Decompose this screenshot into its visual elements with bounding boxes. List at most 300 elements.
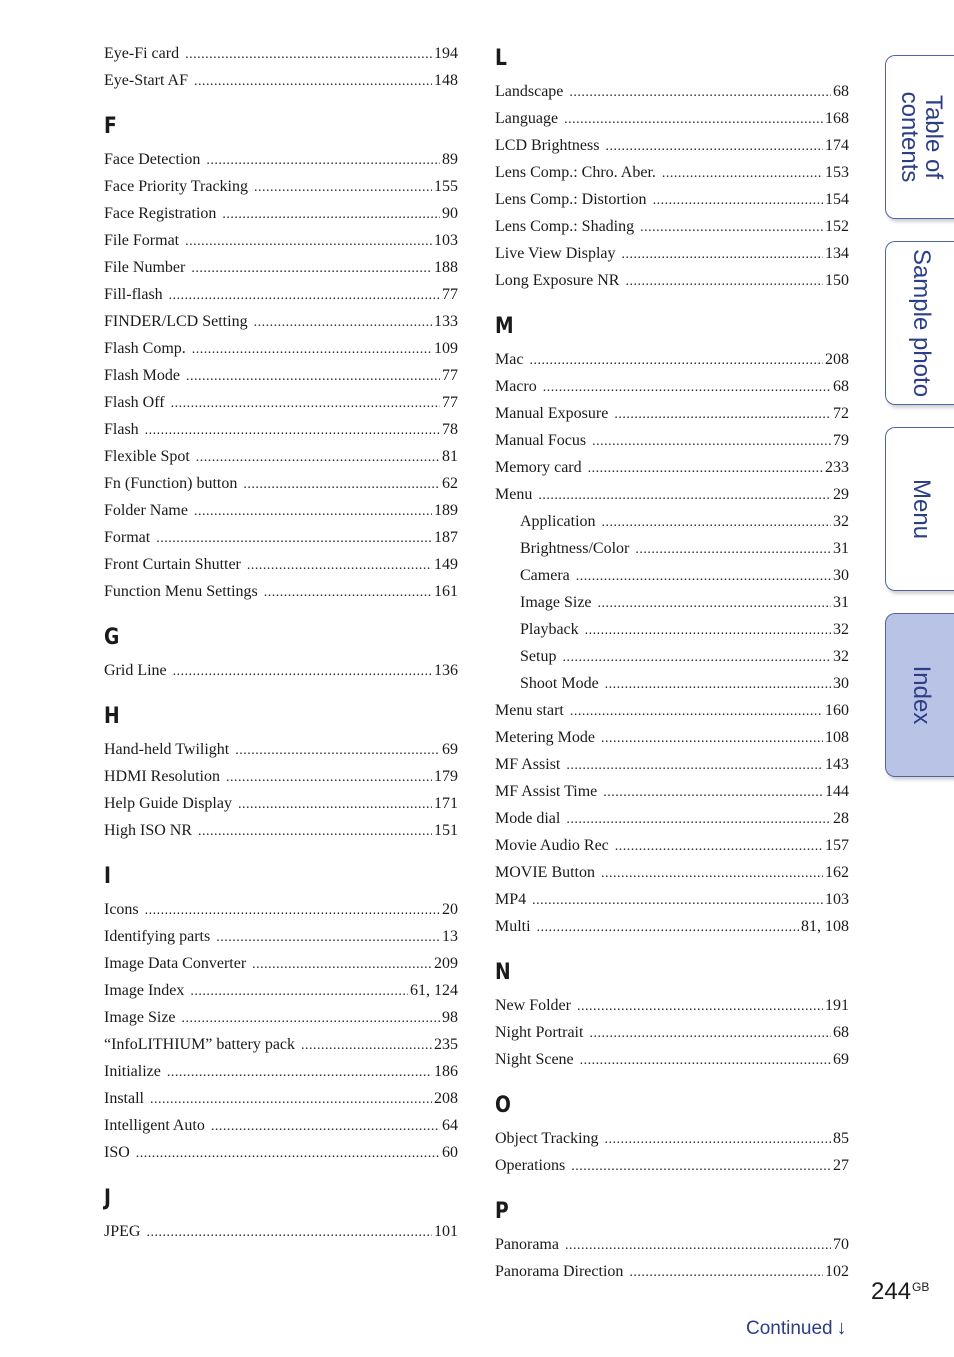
dot-leader [216,924,440,951]
entry-page-link[interactable]: 189 [434,502,458,519]
section-letter: P [495,1199,509,1224]
entry-page-link[interactable]: 191 [825,997,849,1014]
index-entry[interactable] [104,362,458,389]
entry-name: Lens Comp.: Distortion [495,191,647,208]
index-section [104,623,458,684]
dot-leader [264,579,432,606]
dot-leader [602,509,831,536]
dot-leader [173,658,432,685]
entry-name: Fn (Function) button [104,475,238,492]
index-entry[interactable] [495,213,849,240]
index-entry[interactable] [495,240,849,267]
entry-page-link[interactable]: 103 [825,891,849,908]
index-entry[interactable] [104,497,458,524]
tab-index[interactable] [885,613,954,777]
index-entry[interactable] [104,1058,458,1085]
index-entry[interactable] [495,886,849,913]
index-entry[interactable] [104,40,458,67]
index-entry[interactable] [104,1031,458,1058]
index-entry[interactable] [495,132,849,159]
entry-page-link[interactable]: 179 [434,768,458,785]
dot-leader [543,374,831,401]
tab-menu[interactable] [885,427,954,591]
index-entry[interactable] [104,173,458,200]
index-entry[interactable] [495,859,849,886]
entry-name: Format [104,529,151,546]
entry-page-link[interactable]: 77 [442,286,458,303]
dot-leader [145,417,440,444]
entry-page-link[interactable]: 98 [442,1009,458,1026]
dot-leader [592,428,831,455]
dot-leader [192,336,432,363]
tab-label: Menu [907,478,935,540]
index-entry[interactable] [104,281,458,308]
index-entry[interactable] [104,977,458,1004]
entry-name: Folder Name [104,502,188,519]
entry-page-link[interactable]: 32 [833,648,849,665]
entry-name: MP4 [495,891,527,908]
index-entry[interactable] [104,1085,458,1112]
index-entry[interactable] [104,389,458,416]
entry-name: Eye-Start AF [104,72,188,89]
entry-name: LCD Brightness [495,137,600,154]
entry-page-link[interactable]: 79 [833,432,849,449]
entry-name: Install [104,1090,144,1107]
dot-leader [185,41,432,68]
dot-leader [206,147,440,174]
entry-name: Fill-flash [104,286,163,303]
entry-page-link[interactable]: 78 [442,421,458,438]
entry-page-link[interactable]: 171 [434,795,458,812]
tab-label: Sample photo [907,248,935,398]
section-letter: N [495,960,511,985]
entry-name: Image Size [520,594,592,611]
continued-link[interactable] [746,1317,847,1340]
entry-page-link[interactable]: 29 [833,486,849,503]
entry-name: Flash [104,421,139,438]
entry-name: Identifying parts [104,928,211,945]
entry-name: Face Priority Tracking [104,178,248,195]
dot-leader [198,818,432,845]
entry-page-link[interactable]: 168 [825,110,849,127]
dot-leader [211,1113,440,1140]
entry-page-link[interactable]: 187 [434,529,458,546]
entry-name: MF Assist Time [495,783,598,800]
dot-leader [622,241,824,268]
dot-leader [186,363,440,390]
entry-name: Movie Audio Rec [495,837,609,854]
dot-leader [194,498,432,525]
dot-leader [301,1032,432,1059]
index-entry[interactable] [104,227,458,254]
entry-name: Lens Comp.: Chro. Aber. [495,164,656,181]
dot-leader [169,282,440,309]
entry-name: FINDER/LCD Setting [104,313,248,330]
dot-leader [254,174,432,201]
continued-label: Continued [746,1317,833,1339]
entry-name: Object Tracking [495,1130,599,1147]
index-entry[interactable] [495,159,849,186]
entry-name: HDMI Resolution [104,768,220,785]
entry-name: Help Guide Display [104,795,232,812]
entry-name: File Number [104,259,186,276]
entry-page-link[interactable]: 68 [833,378,849,395]
entry-page-link[interactable]: 161 [434,583,458,600]
entry-name: Flash Off [104,394,165,411]
index-entry[interactable] [495,1019,849,1046]
dot-leader [580,1047,831,1074]
index-section [495,958,849,1073]
entry-page-link[interactable]: 208 [434,1090,458,1107]
entry-page-link[interactable]: 133 [434,313,458,330]
entry-page-link[interactable]: 61, 124 [410,982,458,999]
entry-name: Face Detection [104,151,201,168]
entry-page-link[interactable]: 28 [833,810,849,827]
index-entry[interactable] [104,763,458,790]
index-entry[interactable] [104,146,458,173]
entry-page-link[interactable]: 235 [434,1036,458,1053]
dot-leader [585,617,831,644]
entry-page-link[interactable]: 152 [825,218,849,235]
index-entry[interactable] [104,736,458,763]
dot-leader [569,79,831,106]
dot-leader [566,806,831,833]
index-entry[interactable] [104,254,458,281]
entry-page-link[interactable]: 103 [434,232,458,249]
page-number [871,1278,929,1306]
index-entry[interactable] [495,670,849,697]
index-section [495,1197,849,1285]
entry-name: Night Scene [495,1051,574,1068]
index-entry[interactable] [104,443,458,470]
index-entry[interactable] [495,105,849,132]
section-letter: J [104,1186,111,1211]
dot-leader [576,563,831,590]
entry-page-link[interactable]: 30 [833,567,849,584]
entry-name: Operations [495,1157,566,1174]
index-entry[interactable] [104,1004,458,1031]
dot-leader [171,390,440,417]
entry-name: Grid Line [104,662,167,679]
entry-page-link[interactable]: 160 [825,702,849,719]
entry-page-link[interactable]: 64 [442,1117,458,1134]
index-entry[interactable] [104,524,458,551]
index-entry[interactable] [495,724,849,751]
dot-leader [603,779,823,806]
dot-leader [564,106,823,133]
index-entry[interactable] [495,1046,849,1073]
index-entry[interactable] [104,335,458,362]
index-section [104,112,458,605]
entry-name: Manual Focus [495,432,587,449]
entry-page-link[interactable]: 188 [434,259,458,276]
dot-leader [577,993,823,1020]
index-entry[interactable] [495,643,849,670]
entry-page-link[interactable]: 85 [833,1130,849,1147]
index-entry[interactable] [495,616,849,643]
entry-page-link[interactable]: 68 [833,83,849,100]
entry-page-link[interactable]: 77 [442,367,458,384]
index-entry[interactable] [495,481,849,508]
dot-leader [605,671,831,698]
entry-name: Mac [495,351,524,368]
index-entry[interactable] [104,1112,458,1139]
entry-name: File Format [104,232,180,249]
entry-name: Eye-Fi card [104,45,180,62]
index-entry[interactable] [104,1218,458,1245]
entry-name: Hand-held Twilight [104,741,230,758]
dot-leader [247,552,432,579]
down-arrow-icon: ↓ [836,1317,847,1339]
entry-page-link[interactable]: 148 [434,72,458,89]
entry-page-link[interactable]: 149 [434,556,458,573]
dot-leader [226,764,432,791]
entry-page-link[interactable]: 90 [442,205,458,222]
index-entry[interactable] [495,562,849,589]
dot-leader [156,525,432,552]
entry-page-link[interactable]: 151 [434,822,458,839]
entry-page-link[interactable]: 77 [442,394,458,411]
entry-name: Menu [495,486,533,503]
index-section [104,1184,458,1245]
entry-page-link[interactable]: 233 [825,459,849,476]
entry-page-link[interactable]: 72 [833,405,849,422]
entry-page-link[interactable]: 89 [442,151,458,168]
index-entry[interactable] [495,454,849,481]
index-entry[interactable] [104,470,458,497]
index-entry[interactable] [495,697,849,724]
index-entry[interactable] [495,427,849,454]
entry-page-link[interactable]: 134 [825,245,849,262]
entry-name: High ISO NR [104,822,193,839]
dot-leader [562,644,831,671]
dot-leader [570,698,823,725]
dot-leader [145,897,440,924]
index-entry[interactable] [104,950,458,977]
tab-table-of-contents[interactable] [885,55,954,219]
index-entry[interactable] [495,186,849,213]
entry-name: Playback [520,621,579,638]
dot-leader [529,347,823,374]
index-entry[interactable] [104,551,458,578]
index-entry[interactable] [104,1139,458,1166]
dot-leader [653,187,823,214]
entry-page-link[interactable]: 69 [442,741,458,758]
entry-page-link[interactable]: 32 [833,621,849,638]
entry-name: Macro [495,378,537,395]
entry-page-link[interactable]: 194 [434,45,458,62]
entry-page-link[interactable]: 209 [434,955,458,972]
index-entry[interactable] [104,308,458,335]
entry-page-link[interactable]: 31 [833,594,849,611]
index-column-right [495,44,849,1285]
entry-page-link[interactable]: 143 [825,756,849,773]
dot-leader [185,228,432,255]
entry-name: Panorama Direction [495,1263,624,1280]
dot-leader [190,978,408,1005]
index-entry[interactable] [495,78,849,105]
dot-leader [238,791,432,818]
entry-page-link[interactable]: 62 [442,475,458,492]
tab-label: Index [907,665,935,725]
entry-page-link[interactable]: 144 [825,783,849,800]
entry-page-link[interactable]: 69 [833,1051,849,1068]
index-entry[interactable] [495,508,849,535]
dot-leader [222,201,440,228]
index-entry[interactable] [495,1125,849,1152]
index-entry[interactable] [104,896,458,923]
entry-name: Flash Mode [104,367,180,384]
entry-name: Lens Comp.: Shading [495,218,635,235]
dot-leader [605,133,823,160]
index-entry[interactable] [495,1258,849,1285]
dot-leader [136,1140,440,1167]
dot-leader [598,590,831,617]
dot-leader [167,1059,432,1086]
entry-name: Face Registration [104,205,217,222]
entry-page-link[interactable]: 154 [825,191,849,208]
tab-label-line1: Table of [919,94,947,180]
entry-name: Icons [104,901,139,918]
entry-page-link[interactable]: 208 [825,351,849,368]
dot-leader [150,1086,432,1113]
dot-leader [629,1259,823,1286]
entry-page-link[interactable]: 20 [442,901,458,918]
dot-leader [571,1153,831,1180]
index-entry[interactable] [495,267,849,294]
index-entry[interactable] [104,578,458,605]
dot-leader [538,482,831,509]
index-entry[interactable] [495,589,849,616]
entry-name: Flexible Spot [104,448,190,465]
dot-leader [252,951,432,978]
entry-page-link[interactable]: 153 [825,164,849,181]
entry-name: Multi [495,918,531,935]
index-entry[interactable] [104,790,458,817]
index-entry[interactable] [495,805,849,832]
index-entry[interactable] [495,1152,849,1179]
index-entry[interactable] [495,751,849,778]
entry-name: Image Index [104,982,185,999]
entry-name: Language [495,110,559,127]
page-number-suffix: GB [912,1280,930,1294]
index-entry[interactable] [495,373,849,400]
section-letter: L [495,46,507,71]
entry-page-link[interactable]: 60 [442,1144,458,1161]
dot-leader [182,1005,440,1032]
entry-page-link[interactable]: 101 [434,1223,458,1240]
dot-leader [537,914,799,941]
section-letter: I [104,864,111,889]
entry-name: Panorama [495,1236,559,1253]
dot-leader [615,833,823,860]
tab-label-line2: contents [895,91,923,183]
dot-leader [191,255,432,282]
entry-name: Night Portrait [495,1024,584,1041]
entry-name: Flash Comp. [104,340,186,357]
dot-leader [243,471,440,498]
section-letter: M [495,314,514,339]
index-entry[interactable] [495,1231,849,1258]
dot-leader [235,737,440,764]
index-entry[interactable] [104,416,458,443]
index-section [495,1091,849,1179]
index-section [495,44,849,294]
entry-page-link[interactable]: 157 [825,837,849,854]
entry-page-link[interactable]: 81, 108 [801,918,849,935]
entry-page-link[interactable]: 27 [833,1157,849,1174]
entry-name: Intelligent Auto [104,1117,205,1134]
dot-leader [566,752,823,779]
index-entry[interactable] [495,535,849,562]
entry-name: Shoot Mode [520,675,599,692]
entry-name: Setup [520,648,557,665]
entry-page-link[interactable]: 32 [833,513,849,530]
entry-page-link[interactable]: 174 [825,137,849,154]
entry-name: ISO [104,1144,130,1161]
index-entry[interactable] [104,657,458,684]
entry-page-link[interactable]: 81 [442,448,458,465]
entry-name: Metering Mode [495,729,595,746]
entry-name: Brightness/Color [520,540,630,557]
dot-leader [625,268,823,295]
index-entry[interactable] [104,200,458,227]
index-entry[interactable] [495,913,849,940]
dot-leader [601,725,823,752]
entry-page-link[interactable]: 30 [833,675,849,692]
entry-name: Image Data Converter [104,955,247,972]
index-section [104,40,458,94]
index-entry[interactable] [104,817,458,844]
entry-page-link[interactable]: 186 [434,1063,458,1080]
entry-name: Camera [520,567,570,584]
dot-leader [565,1232,831,1259]
index-entry[interactable] [495,346,849,373]
dot-leader [640,214,823,241]
entry-page-link[interactable]: 102 [825,1263,849,1280]
entry-page-link[interactable]: 108 [825,729,849,746]
dot-leader [635,536,831,563]
tab-sample-photo[interactable] [885,241,954,405]
entry-page-link[interactable]: 109 [434,340,458,357]
entry-page-link[interactable]: 155 [434,178,458,195]
dot-leader [614,401,831,428]
index-entry[interactable] [104,67,458,94]
entry-name: Live View Display [495,245,616,262]
entry-page-link[interactable]: 13 [442,928,458,945]
entry-name: Long Exposure NR [495,272,620,289]
entry-name: Memory card [495,459,582,476]
index-entry[interactable] [495,832,849,859]
entry-page-link[interactable]: 31 [833,540,849,557]
entry-page-link[interactable]: 162 [825,864,849,881]
entry-page-link[interactable]: 136 [434,662,458,679]
dot-leader [588,455,823,482]
index-section [104,702,458,844]
entry-page-link[interactable]: 70 [833,1236,849,1253]
index-entry[interactable] [104,923,458,950]
entry-page-link[interactable]: 68 [833,1024,849,1041]
index-entry[interactable] [495,400,849,427]
entry-name: MF Assist [495,756,561,773]
index-entry[interactable] [495,778,849,805]
index-section [495,312,849,940]
entry-page-link[interactable]: 150 [825,272,849,289]
dot-leader [532,887,823,914]
index-entry[interactable] [495,992,849,1019]
entry-name: Mode dial [495,810,561,827]
section-letter: F [104,114,117,139]
